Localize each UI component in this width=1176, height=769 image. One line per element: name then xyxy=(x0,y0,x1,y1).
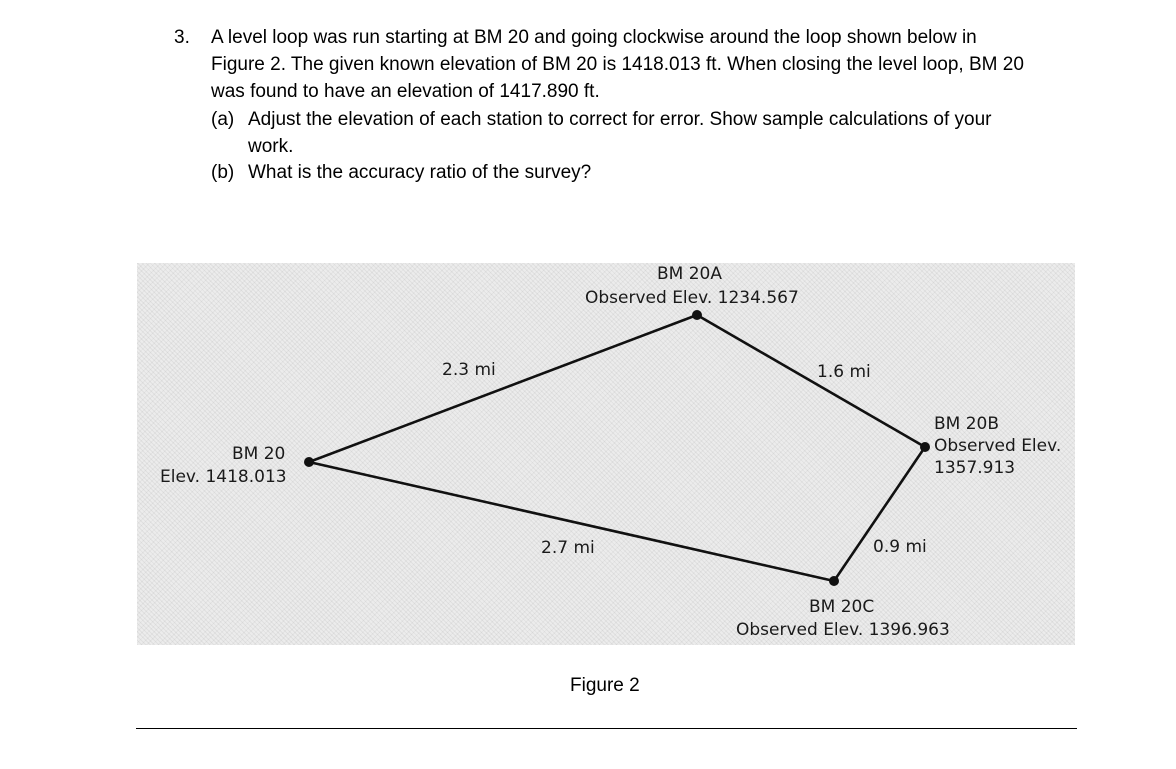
bm20b-name: BM 20B xyxy=(934,414,1000,434)
problem-number: 3. xyxy=(174,27,190,48)
level-loop-polygon xyxy=(309,315,925,581)
bm20c-point xyxy=(829,576,839,586)
bm20a-name: BM 20A xyxy=(657,264,722,284)
bm20-name: BM 20 xyxy=(232,444,286,464)
part-a-line: Adjust the elevation of each station to correct for error. Show sample calculations of your xyxy=(248,109,992,130)
bm20c-name: BM 20C xyxy=(809,597,875,617)
stem-line: was found to have an elevation of 1417.890 ft. xyxy=(211,81,600,102)
bm20-elevation: Elev. 1418.013 xyxy=(160,467,287,487)
problem-stem xyxy=(211,24,1081,105)
part-b-text xyxy=(248,159,1058,186)
part-a-line: work. xyxy=(248,136,294,157)
bm20a-point xyxy=(692,310,702,320)
horizontal-rule xyxy=(136,728,1077,729)
part-b-line: What is the accuracy ratio of the survey? xyxy=(248,162,592,183)
distance-bm20-bm20a: 2.3 mi xyxy=(442,360,496,380)
level-loop-figure xyxy=(137,263,1075,645)
part-a-label: (a) xyxy=(211,109,235,130)
bm20b-point xyxy=(920,442,930,452)
bm20-point xyxy=(304,457,314,467)
distance-bm20b-bm20c: 0.9 mi xyxy=(873,537,927,557)
distance-bm20a-bm20b: 1.6 mi xyxy=(817,362,871,382)
bm20b-elevation-label: Observed Elev. xyxy=(934,436,1062,456)
bm20b-elevation-value: 1357.913 xyxy=(934,458,1016,478)
stem-line: Figure 2. The given known elevation of BM 20 is 1418.013 ft. When closing the level loop, BM 20 xyxy=(211,54,1024,75)
part-b-label: (b) xyxy=(211,162,235,183)
distance-bm20c-bm20: 2.7 mi xyxy=(541,538,595,558)
stem-line: A level loop was run starting at BM 20 and going clockwise around the loop shown below in xyxy=(211,27,977,48)
bm20a-elevation: Observed Elev. 1234.567 xyxy=(585,288,799,308)
part-a-text xyxy=(248,106,1058,160)
figure-caption: Figure 2 xyxy=(570,675,640,696)
bm20c-elevation: Observed Elev. 1396.963 xyxy=(736,620,950,640)
